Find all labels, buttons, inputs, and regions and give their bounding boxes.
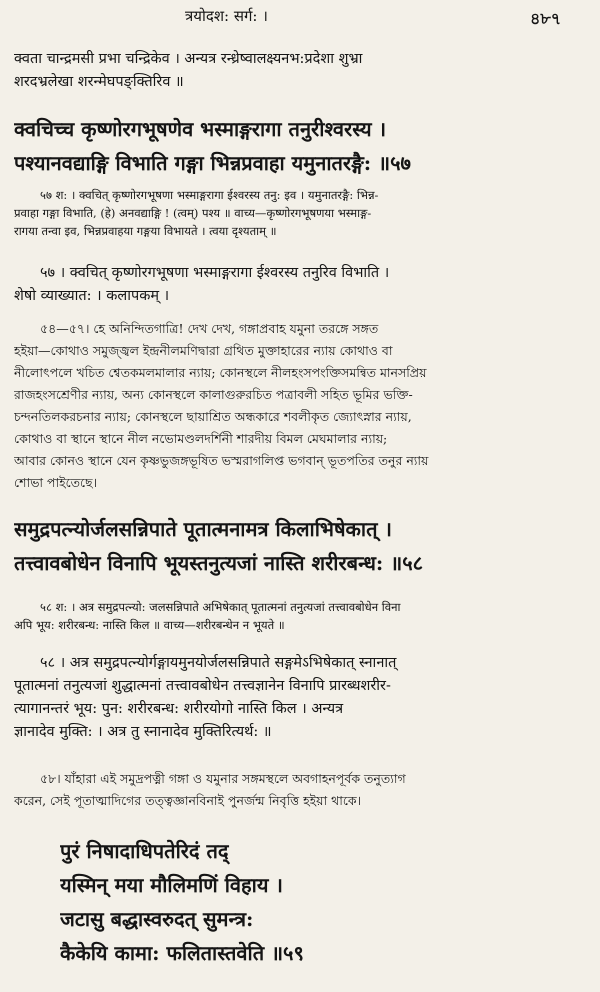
text-line: করেন, সেই পূতাত্মাদিগের তত্ত্বজ্ঞানবিনাই পুনর্জন্ম নিবৃত্তি হইয়া থাকে। [14,793,362,808]
verse-57 [14,112,586,180]
text-line: त्यागानन्तरं भूय: पुन: शरीरबन्ध: शरीरयोगो नास्ति किल । अन्यत्र [14,701,344,717]
text-line: শোভা পাইতেছে। [14,475,98,490]
verse-line: यस्मिन् मया मौलिमणिं विहाय । [60,873,283,897]
gloss-57 [14,186,586,240]
verse-line: समुद्रपत्न्योर्जलसन्निपाते पूतात्मनामत्र किलाभिषेकात् । [14,517,393,541]
verse-line: क्वचिच्च कृष्णोरगभूषणेव भस्माङ्गरागा तनुरीश्वरस्य । [14,117,387,141]
text-line: ५७ । क्वचित् कृष्णोरगभूषणा भस्माङ्गरागा ईश्वरस्य तनुरिव विभाति । [40,265,390,281]
text-line: রাজহংসশ্রেণীর ন্যায়, অন্য কোনস্থলে কালাগুরুরচিত পত্রাবলী সহিত ভূমির ভক্তি- [14,387,413,402]
verse-line: पुरं निषादाधिपतेरिदं तद् [60,839,229,863]
gloss-line: ५७ श: । क्वचित् कृष्णोरगभूषणा भस्माङ्गरागा ईश्वरस्य तनु: इव । यमुनातरङ्गै: भिन्न- [40,188,379,202]
commentary-prev-verse [14,48,586,94]
text-line: ৫৪—৫৭। হে অনিন্দিতগাত্রি! দেখ দেখ, গঙ্গাপ্রবাহ যমুনা তরঙ্গে সঙ্গত [40,321,379,336]
text-line: কোথাও বা স্থানে স্থানে নীল নভোমণ্ডলদর্শিনী শারদীয় বিমল মেঘমালার ন্যায়; [14,431,388,446]
gloss-58 [14,598,586,634]
bengali-translation-54-57 [14,318,586,494]
verse-line: कैकेयि कामा: फलितास्तवेति ॥५९ [60,941,304,965]
verse-line: पश्यानवद्याङ्गि विभाति गङ्गा भिन्नप्रवाहा यमुनातरङ्गै: ॥५७ [14,151,411,175]
text-line: क्वता चान्द्रमसी प्रभा चन्द्रिकेव । अन्यत्र रन्ध्रेष्वालक्ष्यनभ:प्रदेशा शुभ्रा [14,51,363,67]
text-line: হইয়া—কোথাও সমুজ্জ্বল ইন্দ্রনীলমণিদ্বারা গ্রথিত মুক্তাহারের ন্যায় কোথাও বা [14,343,393,358]
verse-line: तत्त्वावबोधेन विनापि भूयस्तनुत्यजां नास्ति शरीरबन्ध: ॥५८ [14,551,424,575]
verse-59 [60,834,580,970]
text-line: নীলোৎপলে খচিত শ্বেতকমলমালার ন্যায়; কোনস্থলে নীলহংসপংক্তিসমন্বিত মানসপ্রিয় [14,365,427,380]
page-header [0,6,600,32]
text-line: शेषो व्याख्यात: । कलापकम् । [14,288,170,304]
text-line: ज्ञानादेव मुक्ति: । अत्र तु स्नानादेव मुक्तिरित्यर्थ: ॥ [14,724,272,740]
gloss-line: प्रवाहा गङ्गा विभाति, (हे) अनवद्याङ्गि ! (त्वम्) पश्य ॥ वाच्य—कृष्णोरगभूषणया भस्माङ्ग- [14,206,372,220]
gloss-line: रागया तन्वा इव, भिन्नप्रवाहया गङ्गया विभायते । त्वया दृश्यताम् ॥ [14,224,277,238]
verse-line: जटासु बद्धास्वरुदत् सुमन्त्र: [60,907,254,931]
bengali-translation-58 [14,768,586,812]
gloss-line: अपि भूय: शरीरबन्ध: नास्ति किल ॥ वाच्य—शरीरबन्धेन न भूयते ॥ [14,618,285,632]
verse-58 [14,512,586,580]
running-title: त्रयोदश: सर्ग: । [185,7,268,25]
text-line: চন্দনতিলকরচনার ন্যায়; কোনস্থলে ছায়াশ্রিত অন্ধকারে শবলীকৃত জ্যোৎস্নার ন্যায়, [14,409,412,424]
text-line: पूतात्मनां तनुत्यजां शुद्धात्मनां तत्त्वावबोधेन तत्त्वज्ञानेन विनापि प्रारब्धशरीर- [14,678,391,694]
commentary-58 [14,652,586,744]
text-line: ५८ । अत्र समुद्रपत्न्योर्गङ्गायमुनयोर्जलसन्निपाते सङ्गमेऽभिषेकात् स्नानात् [40,655,397,671]
text-line: शरदभ्रलेखा शरन्मेघपङ्क्तिरिव ॥ [14,74,184,90]
text-line: আবার কোনও স্থানে যেন কৃষ্ণভুজঙ্গভূষিত ভস্মরাগলিপ্ত ভগবান্ ভূতপতির তনুর ন্যায় [14,453,429,468]
commentary-57 [14,262,586,308]
gloss-line: ५८ श: । अत्र समुद्रपत्न्यो: जलसन्निपाते अभिषेकात् पूतात्मनां तनुत्यजां तत्त्वावबोधेन विना [40,600,401,614]
text-line: ৫৮। যাঁহারা এই সমুদ্রপত্নী গঙ্গা ও যমুনার সঙ্গমস্থলে অবগাহনপূর্বক তনুত্যাগ [40,771,406,786]
page-number: ৪৮৭ [530,9,562,28]
